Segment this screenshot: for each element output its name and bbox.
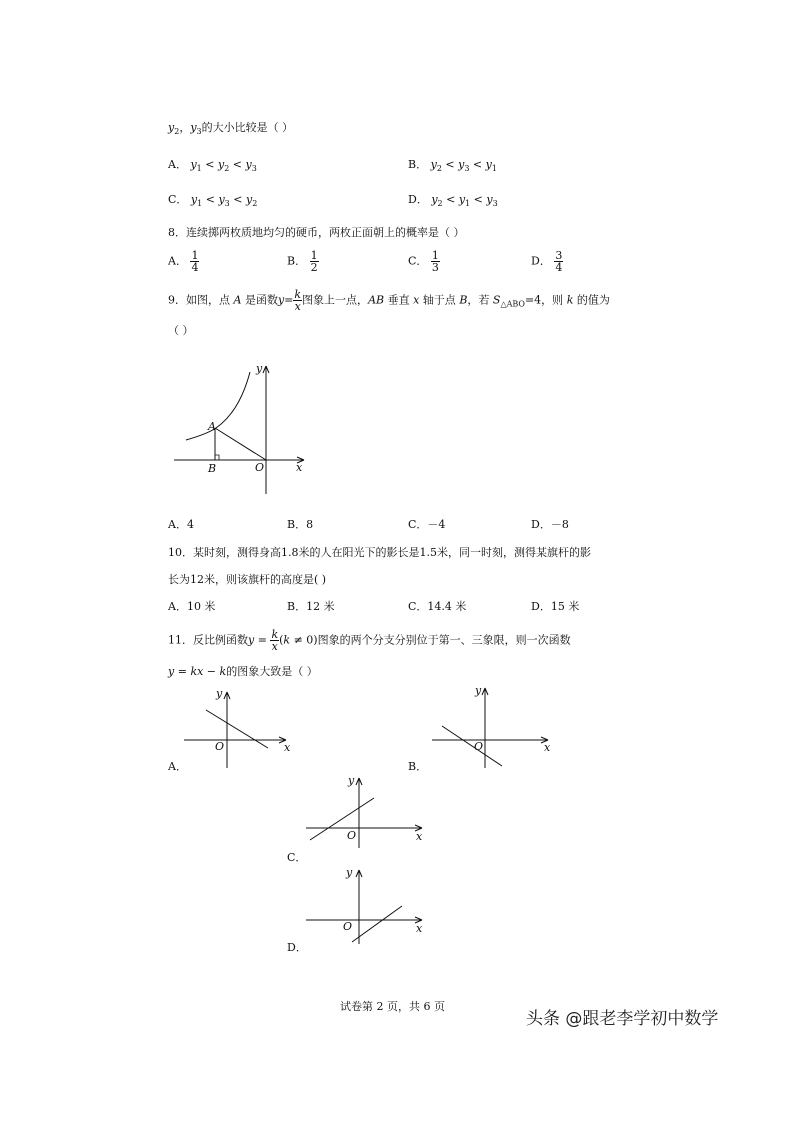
q9-option-d: D．－8	[531, 518, 569, 531]
svg-text:O: O	[215, 740, 225, 753]
q11-graph-b	[428, 680, 558, 774]
q9-option-b: B．8	[287, 518, 314, 531]
q10-option-d: D．15 米	[531, 600, 580, 613]
q10-option-b: B．12 米	[287, 600, 335, 613]
q7-stem: $y_2$，$y_3$的大小比较是（ ）	[168, 121, 294, 137]
q11-option-b: B．	[408, 760, 428, 773]
q9-label-b: B	[208, 462, 217, 475]
q8-option-d: D． $\frac{3}{4}$	[531, 249, 563, 274]
q9-label-o: O	[255, 461, 265, 474]
page-footer: 试卷第 2 页，共 6 页	[340, 1000, 445, 1013]
svg-text:y: y	[346, 866, 353, 879]
q8-option-c: C． $\frac{1}{3}$	[408, 249, 439, 274]
q8-stem: 8．连续掷两枚质地均匀的硬币，两枚正面朝上的概率是（ ）	[168, 226, 465, 239]
q11-graph-b-line	[442, 726, 502, 766]
q7-option-a: A． $y_1 < y_2 < y_3$	[168, 158, 257, 174]
q9-right-angle-mark	[215, 455, 219, 460]
q9-label-a: A	[208, 420, 216, 433]
q8-option-a: A． $\frac{1}{4}$	[168, 249, 199, 274]
svg-text:O: O	[347, 829, 357, 842]
q10-option-c: C．14.4 米	[408, 600, 467, 613]
svg-text:O: O	[474, 740, 484, 753]
svg-text:x: x	[416, 922, 423, 935]
q9-y-axis	[263, 366, 269, 494]
q11-graph-d	[304, 864, 432, 944]
q9-figure	[170, 360, 310, 500]
q11-graph-c-line	[310, 798, 374, 840]
q11-graph-c	[304, 774, 432, 848]
q10-line2: 长为12米，则该旗杆的高度是( )	[168, 573, 327, 586]
svg-text:x: x	[544, 741, 551, 754]
q9-option-a: A．4	[168, 518, 194, 531]
q10-line1: 10．某时刻，测得身高1.8米的人在阳光下的影长是1.5米，同一时刻，测得某旗杆的影	[168, 546, 591, 559]
q11-line2: y = kx − k的图象大致是（ ）	[168, 665, 318, 678]
q11-option-d: D．	[287, 941, 307, 954]
q10-option-a: A．10 米	[168, 600, 216, 613]
q11-option-c: C．	[287, 851, 307, 864]
watermark: 头条 @跟老李学初中数学	[526, 1009, 719, 1029]
svg-text:y: y	[348, 774, 355, 787]
svg-text:y: y	[475, 684, 482, 697]
q11-graph-a	[180, 684, 300, 774]
svg-text:y: y	[216, 687, 223, 700]
q11-line1: 11．反比例函数y = $\frac{k}{x}$ (k ≠ 0)图象的两个分支分别位于第一、三象限，则一次函数	[168, 628, 571, 653]
q8-option-b: B． $\frac{1}{2}$	[287, 249, 318, 274]
q11-option-a: A．	[168, 760, 187, 773]
q7-option-d: D． $y_2 < y_1 < y_3$	[408, 193, 498, 209]
q9-option-c: C．－4	[408, 518, 446, 531]
svg-text:x: x	[416, 830, 423, 843]
q9-stem: 9．如图，点 A 是函数y= $\frac{k}{x}$ 图象上一点，AB 垂直 x 轴于点 B，若 $S_{\triangle ABO}=4$，则 k 的值为	[168, 288, 610, 313]
svg-text:x: x	[284, 741, 291, 754]
q9-label-x: x	[296, 461, 303, 474]
q7-option-c: C． $y_1 < y_3 < y_2$	[168, 193, 258, 209]
q9-label-y: y	[256, 362, 263, 375]
svg-text:O: O	[343, 920, 353, 933]
q9-x-axis	[174, 457, 304, 463]
q9-bracket: （ ）	[168, 324, 194, 337]
q9-segment-ao	[215, 428, 266, 460]
q7-option-b: B． $y_2 < y_3 < y_1$	[408, 158, 497, 174]
